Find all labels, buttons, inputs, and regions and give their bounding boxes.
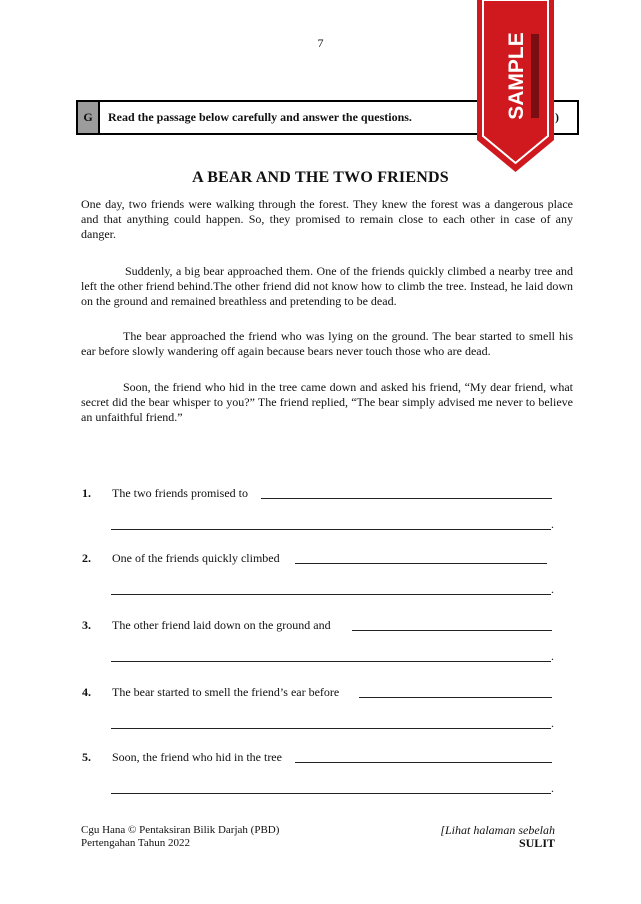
sample-watermark-text: SAMPLE (505, 32, 528, 120)
paragraph-4: Soon, the friend who hid in the tree came down and asked his friend, “My dear friend, what secret did the bear whisper to you?” The friend replied, “The bear simply advised me never to believe an unfaithful friend.” (81, 380, 573, 424)
question-2-answer-line[interactable] (295, 563, 547, 564)
section-suffix: ) (555, 110, 559, 124)
question-3-text: The other friend laid down on the ground and (112, 618, 331, 632)
question-4-answer-line[interactable] (359, 697, 552, 698)
question-1-number: 1. (82, 486, 91, 500)
question-5-number: 5. (82, 750, 91, 764)
question-4-answer-line-2[interactable] (111, 728, 551, 729)
question-3-answer-line-2[interactable] (111, 661, 551, 662)
question-5-end: . (551, 781, 554, 795)
paragraph-1: One day, two friends were walking through the forest. They knew the forest was a dangerous place and that anything could happen. So, they promised to remain close to each other in case of any danger. (81, 197, 573, 241)
section-instruction: Read the passage below carefully and answer the questions. (108, 110, 412, 124)
question-3-end: . (551, 649, 554, 663)
section-letter: G (78, 102, 100, 133)
question-1-text: The two friends promised to (112, 486, 248, 500)
question-4-text: The bear started to smell the friend’s ear before (112, 685, 340, 699)
question-5-text: Soon, the friend who hid in the tree (112, 750, 282, 764)
question-4-end: . (551, 716, 554, 730)
paragraph-2: Suddenly, a big bear approached them. One of the friends quickly climbed a nearby tree and left the other friend behind.The other friend did not know how to climb the tree. Instead, he laid down on the ground and remained breathless and pretending to be dead. (81, 264, 573, 308)
footer-classification: SULIT (518, 836, 555, 850)
question-2-answer-line-2[interactable] (111, 594, 551, 595)
footer-left (81, 824, 279, 850)
sample-ribbon-icon (477, 0, 554, 172)
question-5-answer-line[interactable] (295, 762, 552, 763)
question-2-number: 2. (82, 551, 91, 565)
paragraph-3: The bear approached the friend who was lying on the ground. The bear started to smell his ear before slowly wandering off again because bears never touch those who are dead. (81, 329, 573, 358)
question-2-text: One of the friends quickly climbed (112, 551, 280, 565)
question-2-end: . (551, 582, 554, 596)
question-3-number: 3. (82, 618, 91, 632)
footer-right (440, 824, 555, 850)
question-1-end: . (551, 517, 554, 531)
question-4-number: 4. (82, 685, 91, 699)
footer-term: Pertengahan Tahun 2022 (81, 837, 191, 849)
question-1-answer-line-2[interactable] (111, 529, 551, 530)
footer-copyright: Cgu Hana © Pentaksiran Bilik Darjah (PBD) (81, 824, 280, 836)
question-1-answer-line[interactable] (261, 498, 552, 499)
passage-title: A BEAR AND THE TWO FRIENDS (192, 169, 449, 186)
question-5-answer-line-2[interactable] (111, 793, 551, 794)
page-number: 7 (317, 36, 324, 50)
question-3-answer-line[interactable] (352, 630, 552, 631)
footer-next-page: [Lihat halaman sebelah (440, 823, 555, 837)
